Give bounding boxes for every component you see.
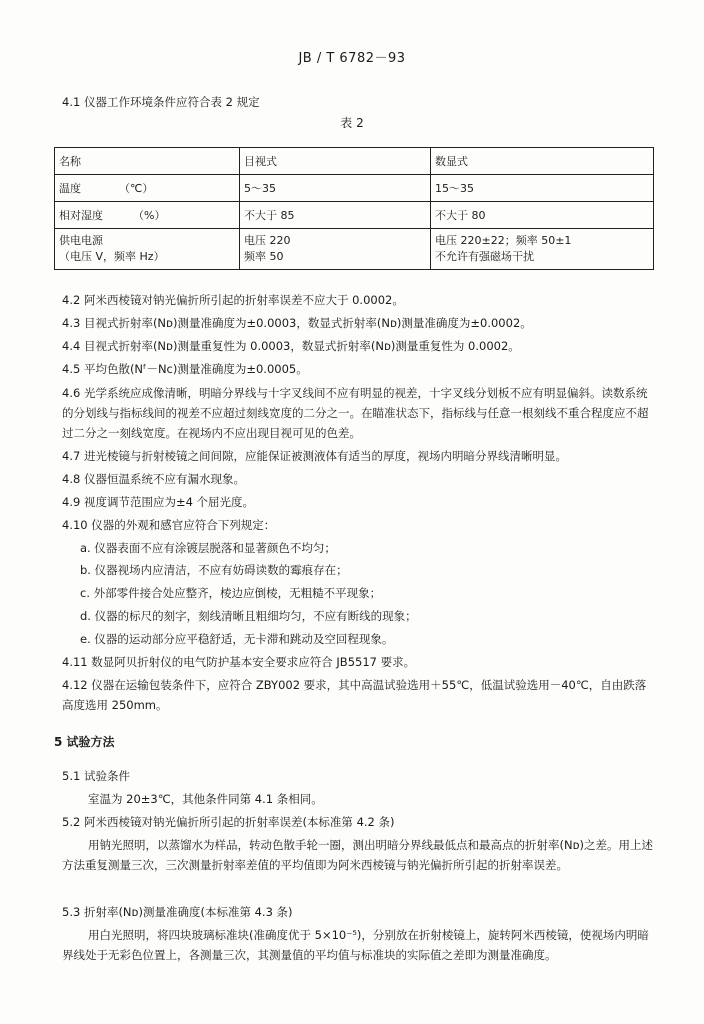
clause-5-2-text: 用钠光照明，以蒸馏水为样品，转动色散手轮一圈，测出明暗分界线最低点和最高点的折射率(Nᴅ)之差。用上述方法重复测量三次，三次测量折射率差值的平均值即为阿米西棱镜与钠光偏折所引起的折射率误差。 xyxy=(62,838,654,872)
clause-4-6: 4.6 光学系统应成像清晰，明暗分界线与十字叉线间不应有明显的视差，十字叉线分划板不应有明显偏斜。读数系统的分划线与指标线间的视差不应超过刻线宽度的二分之一。在瞄准状态下，指标线与任意一根刻线不重合程度应不超过二分之一刻线宽度。在视场内不应出现目视可见的色差。 xyxy=(62,386,649,440)
row-digital-cell xyxy=(431,229,654,270)
row-unit: （电压 V，频率 Hz） xyxy=(59,250,165,263)
row-unit: （℃） xyxy=(119,182,154,195)
row-visual: 5～35 xyxy=(240,175,431,202)
table-caption: 表 2 xyxy=(340,116,364,130)
list-item: e. 仪器的运动部分应平稳舒适，无卡滞和跳动及空回程现象。 xyxy=(80,632,394,646)
row-visual-2: 频率 50 xyxy=(244,250,284,263)
row-name-cell xyxy=(55,175,240,202)
clause-4-11: 4.11 数显阿贝折射仪的电气防护基本安全要求应符合 JB5517 要求。 xyxy=(62,655,416,669)
clause-5-1: 5.1 试验条件 xyxy=(62,769,130,783)
list-item: b. 仪器视场内应清洁，不应有妨碍读数的霉痕存在； xyxy=(80,563,348,577)
clause-4-1: 4.1 仪器工作环境条件应符合表 2 规定 xyxy=(62,95,260,109)
row-name: 供电电源 xyxy=(59,234,103,247)
table-row xyxy=(55,202,654,229)
row-visual: 电压 220 xyxy=(244,234,291,247)
header-name: 名称 xyxy=(55,148,240,175)
clause-4-2: 4.2 阿米西棱镜对钠光偏折所引起的折射率误差不应大于 0.0002。 xyxy=(62,293,404,307)
clause-4-10: 4.10 仪器的外观和感官应符合下列规定： xyxy=(62,518,276,532)
environment-table xyxy=(54,147,654,270)
row-name: 温度 xyxy=(59,182,81,195)
document-header: JB / T 6782－93 xyxy=(298,51,406,66)
row-name: 相对湿度 xyxy=(59,209,103,222)
row-name-cell xyxy=(55,229,240,270)
list-item: a. 仪器表面不应有涂镀层脱落和显著颜色不均匀； xyxy=(80,541,336,555)
clause-4-4: 4.4 目视式折射率(Nᴅ)测量重复性为 0.0003，数显式折射率(Nᴅ)测量重复性为 0.0002。 xyxy=(62,339,520,353)
clause-5-2: 5.2 阿米西棱镜对钠光偏折所引起的折射率误差(本标准第 4.2 条) xyxy=(62,815,395,829)
clause-4-8: 4.8 仪器恒温系统不应有漏水现象。 xyxy=(62,472,245,486)
row-digital: 不大于 80 xyxy=(431,202,654,229)
row-digital: 15～35 xyxy=(431,175,654,202)
header-visual: 目视式 xyxy=(240,148,431,175)
clause-5-3-text: 用白光照明，将四块玻璃标准块(准确度优于 5×10⁻⁵)，分别放在折射棱镜上，旋转阿米西棱镜，使视场内明暗界线处于无彩色位置上，各测量三次，其测量值的平均值与标准块的实际值之差即为测量准确度。 xyxy=(62,928,649,962)
row-visual-cell xyxy=(240,229,431,270)
list-item: c. 外部零件接合处应整齐，棱边应倒棱，无粗糙不平现象； xyxy=(80,586,382,600)
clause-4-5: 4.5 平均色散(Nᶠ－Nᴄ)测量准确度为±0.0005。 xyxy=(62,362,308,376)
row-digital-2: 不允许有强磁场干扰 xyxy=(435,250,534,263)
header-digital: 数显式 xyxy=(431,148,654,175)
clause-4-7: 4.7 进光棱镜与折射棱镜之间间隙，应能保证被测液体有适当的厚度，视场内明暗分界线清晰明显。 xyxy=(62,449,567,463)
clause-4-12: 4.12 仪器在运输包装条件下，应符合 ZBY002 要求，其中高温试验选用＋55℃，低温试验选用－40℃，自由跌落高度选用 250mm。 xyxy=(62,678,647,712)
row-unit: （%） xyxy=(133,209,166,222)
row-visual: 不大于 85 xyxy=(240,202,431,229)
table-header-row xyxy=(55,148,654,175)
clause-4-9: 4.9 视度调节范围应为±4 个屈光度。 xyxy=(62,495,255,509)
row-digital: 电压 220±22；频率 50±1 xyxy=(435,234,572,247)
section-5-title: 5 试验方法 xyxy=(54,735,115,749)
list-item: d. 仪器的标尺的刻字，刻线清晰且粗细均匀，不应有断线的现象； xyxy=(80,609,417,623)
table-row xyxy=(55,229,654,270)
clause-5-3: 5.3 折射率(Nᴅ)测量准确度(本标准第 4.3 条) xyxy=(62,905,293,919)
table-row xyxy=(55,175,654,202)
row-name-cell xyxy=(55,202,240,229)
clause-4-3: 4.3 目视式折射率(Nᴅ)测量准确度为±0.0003，数显式折射率(Nᴅ)测量准确度为±0.0002。 xyxy=(62,316,532,330)
clause-5-1-text: 室温为 20±3℃，其他条件同第 4.1 条相同。 xyxy=(88,792,323,806)
